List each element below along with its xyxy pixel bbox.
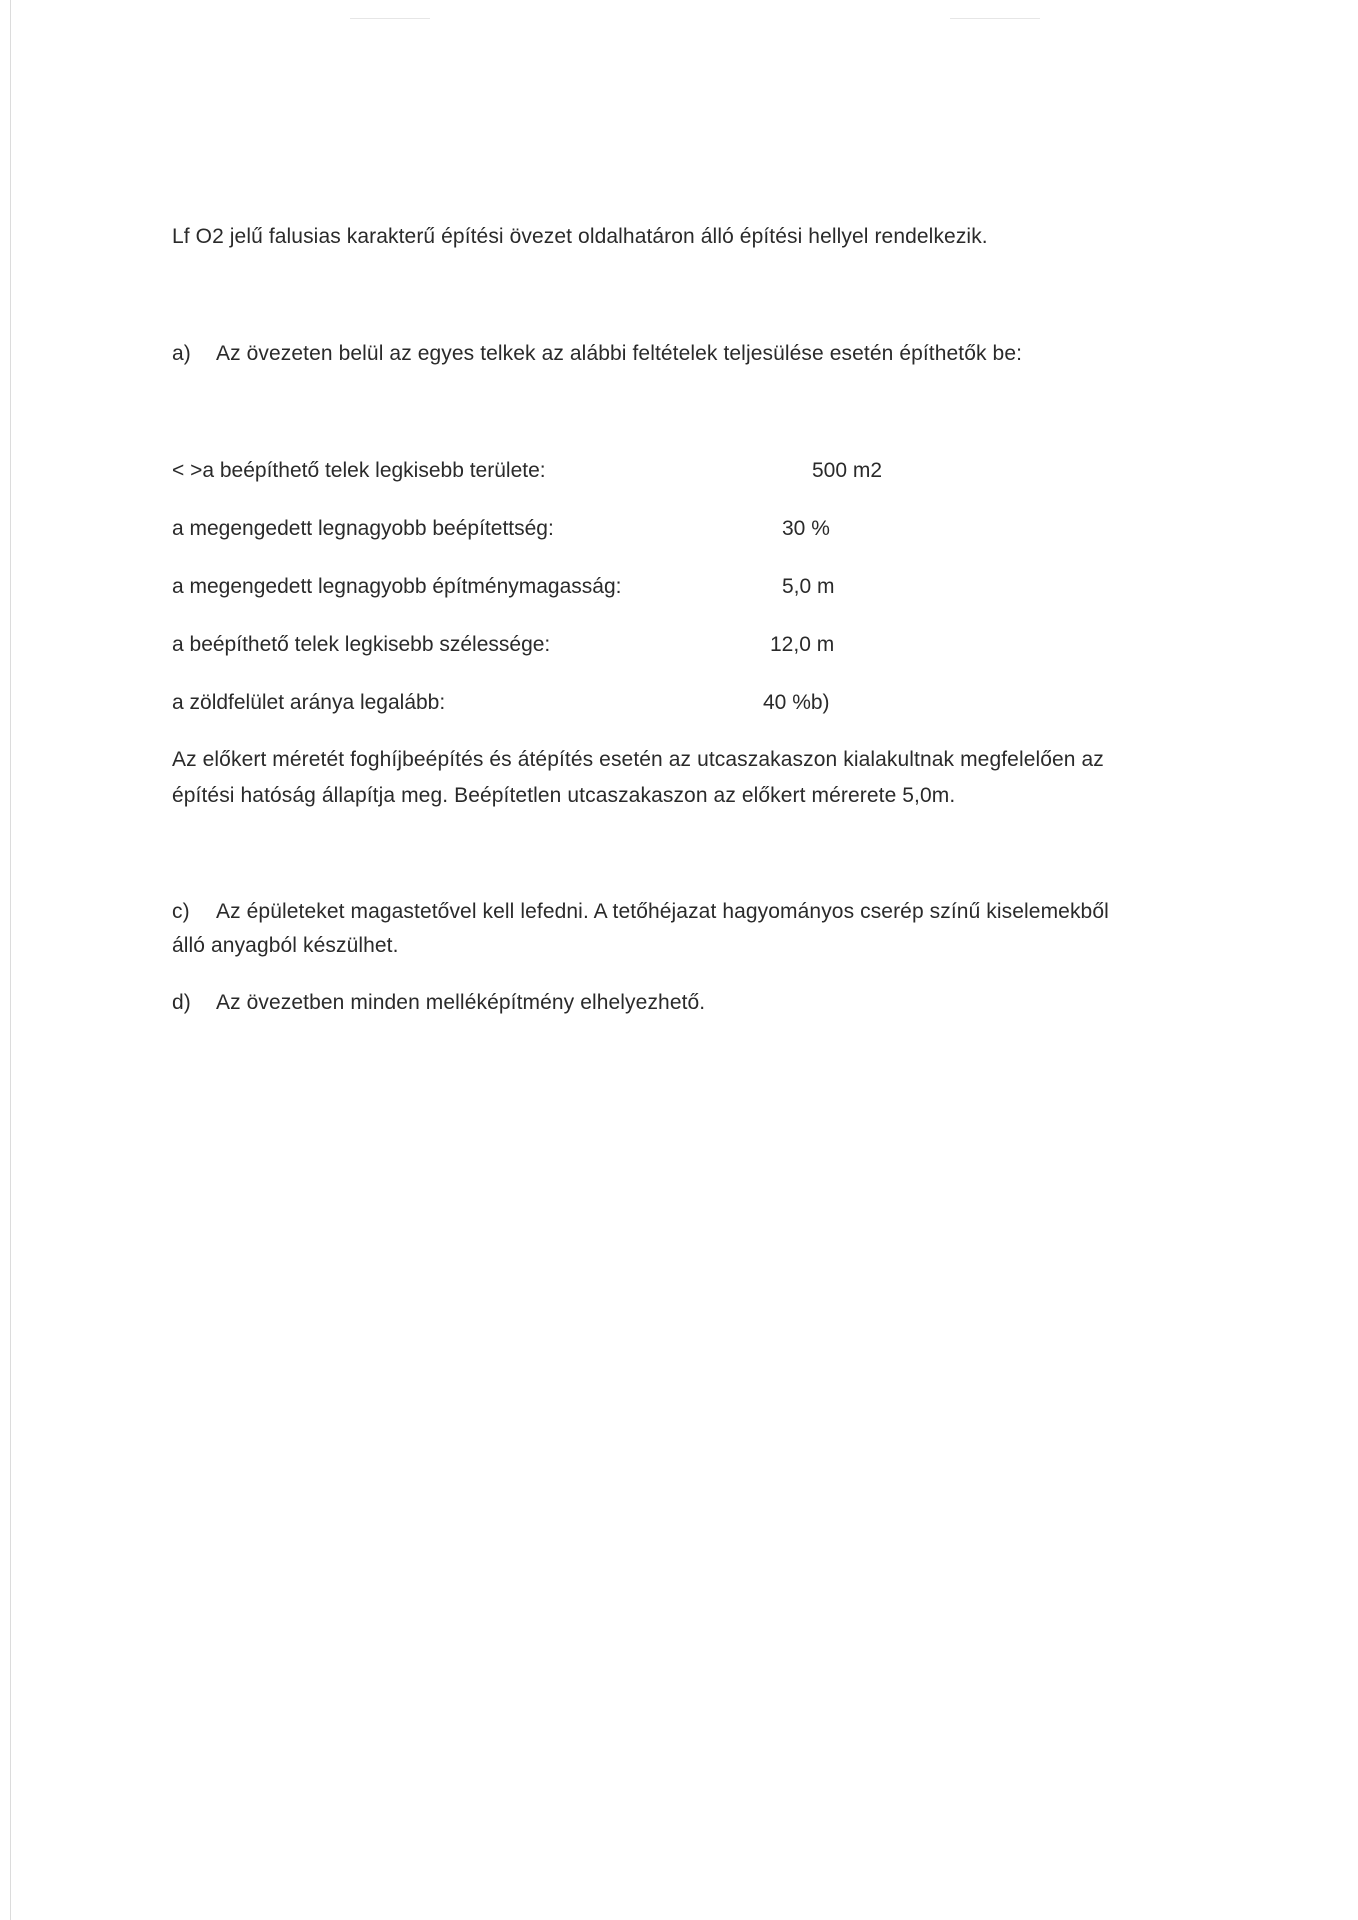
scan-mark	[950, 18, 1040, 19]
requirement-label: a megengedett legnagyobb beépítettség:	[172, 517, 554, 540]
item-a	[172, 338, 1022, 370]
requirement-value: 30 %	[782, 517, 830, 540]
item-c-marker: c)	[172, 900, 190, 923]
item-d	[172, 987, 705, 1019]
front-yard-line: Az előkert méretét foghíjbeépítés és átépítés esetén az utcaszakaszon kialakultnak megfelelően az	[172, 748, 1104, 771]
scan-edge	[10, 0, 11, 1920]
item-d-marker: d)	[172, 991, 191, 1014]
requirement-value: 5,0 m	[782, 575, 835, 598]
requirement-value: 12,0 m	[770, 633, 835, 656]
scan-mark	[350, 18, 430, 19]
requirement-label: < >a beépíthető telek legkisebb területe:	[172, 459, 546, 482]
item-d-text: Az övezetben minden melléképítmény elhelyezhető.	[216, 991, 706, 1014]
requirement-value: 500 m2	[812, 459, 883, 482]
requirement-label: a megengedett legnagyobb építménymagasság:	[172, 575, 622, 598]
item-c	[172, 896, 1109, 928]
requirement-value: 40 %b)	[763, 691, 830, 714]
item-c-continuation: álló anyagból készülhet.	[172, 934, 399, 957]
requirement-label: a beépíthető telek legkisebb szélessége:	[172, 633, 551, 656]
requirement-label: a zöldfelület aránya legalább:	[172, 691, 446, 714]
item-c-text: Az épületeket magastetővel kell lefedni. A tetőhéjazat hagyományos cserép színű kiselemekből	[216, 900, 1109, 923]
item-a-text: Az övezeten belül az egyes telkek az alábbi feltételek teljesülése esetén építhetők be:	[216, 342, 1023, 365]
front-yard-line: építési hatóság állapítja meg. Beépítetlen utcaszakaszon az előkert mérerete 5,0m.	[172, 784, 956, 807]
item-a-marker: a)	[172, 342, 191, 365]
zone-heading: Lf O2 jelű falusias karakterű építési övezet oldalhatáron álló építési hellyel rendelkezik.	[172, 225, 988, 248]
